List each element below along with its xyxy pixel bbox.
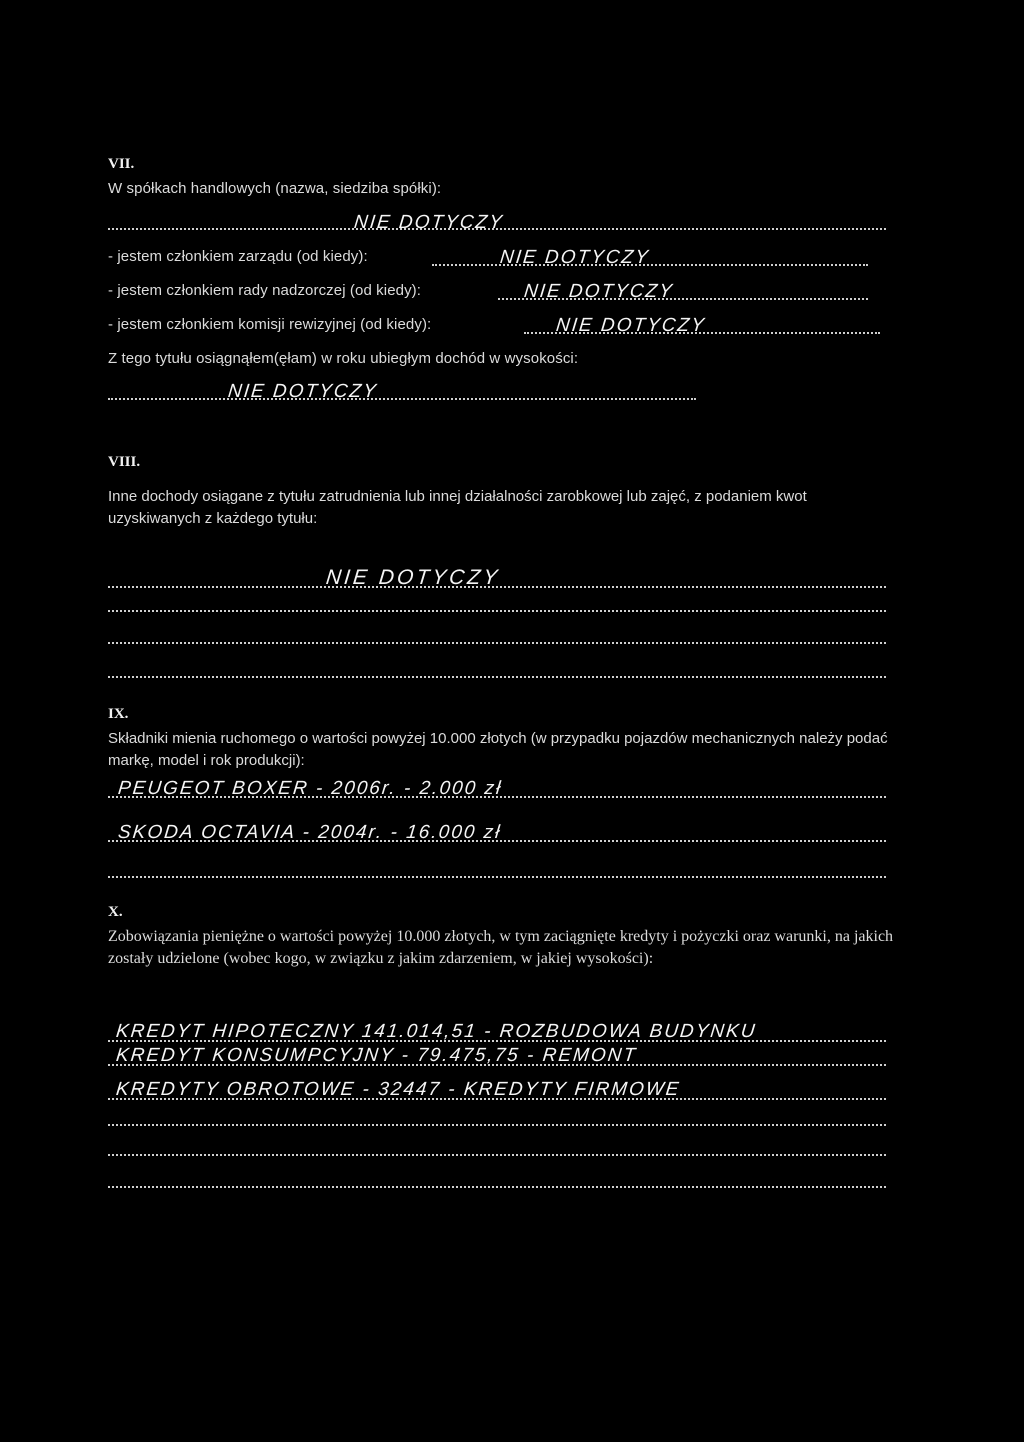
- handwritten-liability-entry: KREDYTY OBROTOWE - 32447 - KREDYTY FIRMOWE: [114, 1079, 682, 1100]
- section-ix-intro: Składniki mienia ruchomego o wartości powyżej 10.000 złotych (w przypadku pojazdów mechanicznych należy podać markę, model i rok produkcji):: [108, 730, 888, 769]
- section-vii-intro: W spółkach handlowych (nazwa, siedziba spółki):: [108, 180, 442, 197]
- dotted-line: [108, 1154, 886, 1156]
- audit-committee-label: - jestem członkiem komisji rewizyjnej (od kiedy):: [108, 316, 432, 333]
- section-ix-heading: IX.: [108, 706, 129, 722]
- handwritten-answer: NIE DOTYCZY: [498, 247, 651, 268]
- dotted-line: [108, 610, 886, 612]
- board-member-label: - jestem członkiem zarządu (od kiedy):: [108, 248, 368, 265]
- section-x-heading: X.: [108, 904, 123, 920]
- handwritten-answer: NIE DOTYCZY: [554, 315, 707, 336]
- dotted-line: [432, 264, 868, 266]
- section-viii-heading: VIII.: [108, 454, 141, 470]
- handwritten-answer: NIE DOTYCZY: [522, 281, 675, 302]
- handwritten-vehicle-entry: SKODA OCTAVIA - 2004r. - 16.000 zł: [116, 822, 503, 843]
- handwritten-answer: NIE DOTYCZY: [324, 566, 502, 589]
- income-label: Z tego tytułu osiągnąłem(ęłam) w roku ubiegłym dochód w wysokości:: [108, 350, 579, 367]
- handwritten-answer: NIE DOTYCZY: [226, 381, 379, 402]
- dotted-line: [108, 398, 696, 400]
- section-x-intro: Zobowiązania pieniężne o wartości powyżej 10.000 złotych, w tym zaciągnięte kredyty i pożyczki oraz warunki, na jakich zostały udzielone (wobec kogo, w związku z jakim zdarzeniem, w jakiej wysokości):: [108, 928, 894, 967]
- dotted-line: [108, 676, 886, 678]
- supervisory-board-label: - jestem członkiem rady nadzorczej (od kiedy):: [108, 282, 422, 299]
- handwritten-liability-entry: KREDYT KONSUMPCYJNY - 79.475,75 - REMONT: [114, 1045, 639, 1066]
- dotted-line: [108, 1124, 886, 1126]
- dotted-line: [108, 642, 886, 644]
- section-viii-intro: Inne dochody osiągane z tytułu zatrudnienia lub innej działalności zarobkowej lub zajęć, z podaniem kwot uzyskiwanych z każdego tytułu:: [108, 488, 807, 527]
- section-vii-heading: VII.: [108, 156, 135, 172]
- handwritten-answer: NIE DOTYCZY: [352, 212, 505, 233]
- dotted-line: [108, 876, 886, 878]
- handwritten-vehicle-entry: PEUGEOT BOXER - 2006r. - 2.000 zł: [116, 778, 504, 799]
- dotted-line: [108, 1186, 886, 1188]
- handwritten-liability-entry: KREDYT HIPOTECZNY 141.014,51 - ROZBUDOWA BUDYNKU: [114, 1021, 758, 1042]
